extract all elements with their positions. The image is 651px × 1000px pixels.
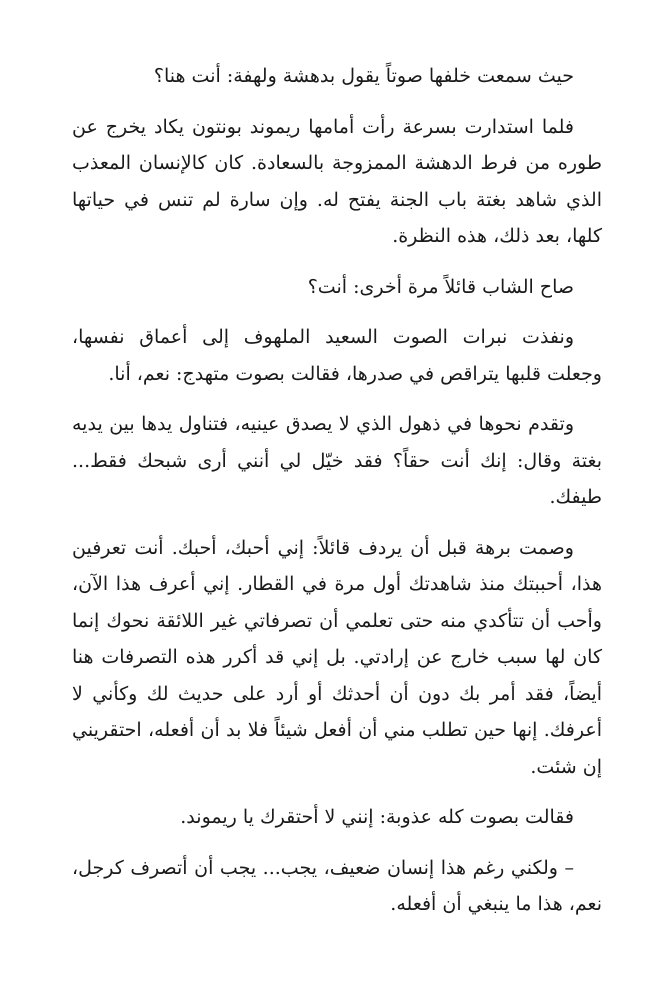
paragraph-3: صاح الشاب قائلاً مرة أخرى: أنت؟ — [307, 275, 574, 298]
paragraph-5: وتقدم نحوها في ذهول الذي لا يصدق عينيه، فتناول يدها بين يديه بغتة وقال: إنك أنت حقاً؟ فقد خيّل لي أنني أرى شبحك فقط... طيفك. — [72, 413, 602, 508]
page-body — [72, 58, 602, 937]
paragraph-6: وصمت برهة قبل أن يردف قائلاً: إني أحبك، أحبك. أنت تعرفين هذا، أحببتك منذ شاهدتك أول مرة في القطار. إني أعرف هذا الآن، وأحب أن تتأكدي منه حتى تعلمي أن تصرفاتي غير اللائقة نحوك إنما كان لها سبب خارج عن إرادتي. بل إني قد أكرر هذه التصرفات هنا أيضاً، فقد أمر بك دون أن أحدثك أو أرد على حديث لك وكأني لا أعرفك. إنها حين تطلب مني أن أفعل شيئاً فلا بد أن أفعله، احتقريني إن شئت. — [72, 536, 602, 778]
paragraph-8: – ولكني رغم هذا إنسان ضعيف، يجب... يجب أن أتصرف كرجل، نعم، هذا ما ينبغي أن أفعله. — [72, 856, 602, 915]
paragraph-2: فلما استدارت بسرعة رأت أمامها ريموند بونتون يكاد يخرج عن طوره من فرط الدهشة الممزوجة بالسعادة. كان كالإنسان المعذب الذي شاهد بغتة باب الجنة يفتح له. وإن سارة لم تنس في حياتها كلها، بعد ذلك، هذه النظرة. — [72, 115, 602, 247]
paragraph-4: ونفذت نبرات الصوت السعيد الملهوف إلى أعماق نفسها، وجعلت قلبها يتراقص في صدرها، فقالت بصوت متهدج: نعم، أنا. — [72, 326, 602, 385]
paragraph-1: حيث سمعت خلفها صوتاً يقول بدهشة ولهفة: أنت هنا؟ — [153, 65, 574, 87]
paragraph-7: فقالت بصوت كله عذوبة: إنني لا أحتقرك يا ريموند. — [180, 806, 574, 828]
